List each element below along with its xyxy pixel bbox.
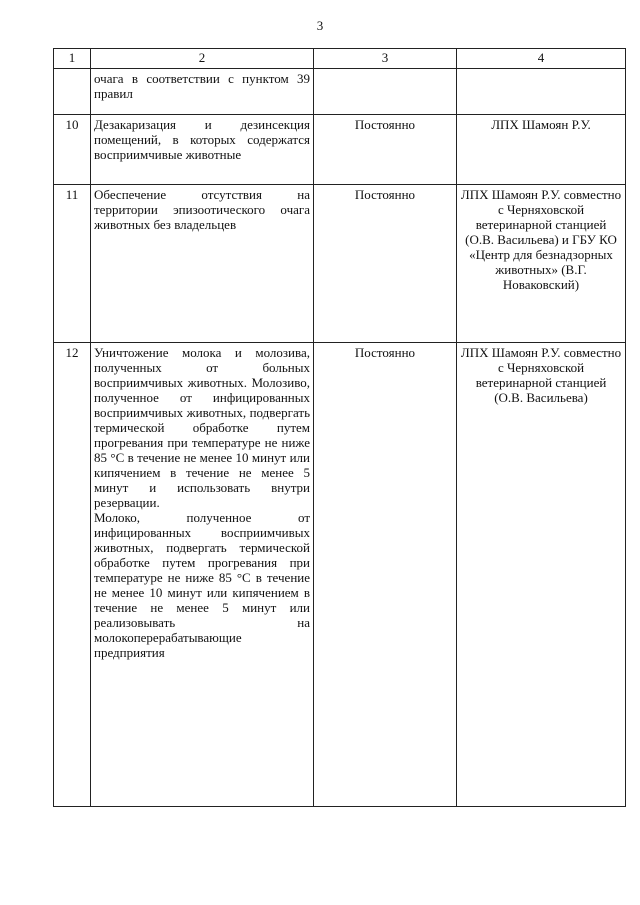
measure-responsible: ЛПХ Шамоян Р.У.: [457, 115, 626, 185]
row-number: 10: [54, 115, 91, 185]
measure-responsible: ЛПХ Шамоян Р.У. совместно с Черняховской ветеринарной станцией (О.В. Васильева) и ГБУ КО «Центр для безнадзорных животных» (В.Г. Новаковский): [457, 185, 626, 343]
measures-table: [53, 48, 626, 807]
row-number: [54, 69, 91, 115]
measure-period: Постоянно: [314, 343, 457, 807]
header-cell: 3: [314, 49, 457, 69]
description-paragraph: Уничтожение молока и молозива, полученных от больных восприимчивых животных. Молозиво, полученное от инфицированных восприимчивых животных, подвергать термической обработке путем прогревания при температуре не ниже 85 °С в течение не менее 10 минут или кипячением в течение не менее 5 минут и использовать внутри резервации.: [94, 345, 310, 510]
table-row: [54, 343, 626, 807]
measure-description: [91, 185, 314, 343]
table-row: [54, 185, 626, 343]
measure-responsible: [457, 69, 626, 115]
header-cell: 2: [91, 49, 314, 69]
description-paragraph: очага в соответствии с пунктом 39 правил: [94, 71, 310, 101]
table-row: [54, 69, 626, 115]
measure-description: [91, 115, 314, 185]
measure-period: Постоянно: [314, 115, 457, 185]
measure-description: [91, 343, 314, 807]
description-paragraph: Обеспечение отсутствия на территории эпизоотического очага животных без владельцев: [94, 187, 310, 232]
measure-period: [314, 69, 457, 115]
table-header-row: [54, 49, 626, 69]
header-cell: 1: [54, 49, 91, 69]
measure-responsible: ЛПХ Шамоян Р.У. совместно с Черняховской ветеринарной станцией (О.В. Васильева): [457, 343, 626, 807]
header-cell: 4: [457, 49, 626, 69]
row-number: 12: [54, 343, 91, 807]
row-number: 11: [54, 185, 91, 343]
description-paragraph: Молоко, полученное от инфицированных восприимчивых животных, подвергать термической обработке путем прогревания при температуре не ниже 85 °С в течение не менее 10 минут или кипячением в течение не менее 5 минут или реализовывать на молокоперерабатывающие предприятия: [94, 510, 310, 660]
measure-description: [91, 69, 314, 115]
measure-period: Постоянно: [314, 185, 457, 343]
description-paragraph: Дезакаризация и дезинсекция помещений, в которых содержатся восприимчивые животные: [94, 117, 310, 162]
table-row: [54, 115, 626, 185]
page-number: 3: [316, 18, 324, 33]
